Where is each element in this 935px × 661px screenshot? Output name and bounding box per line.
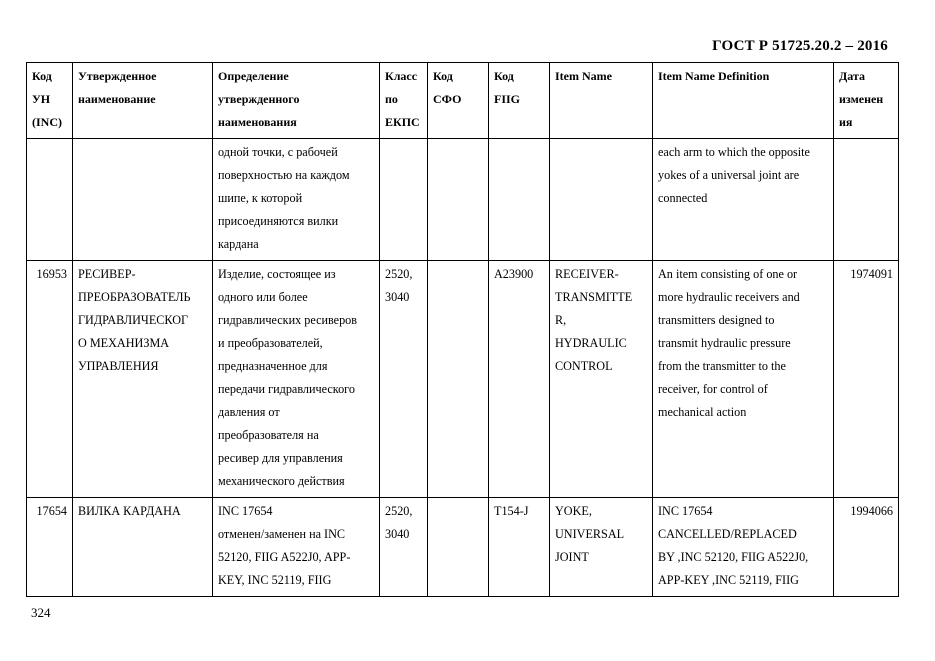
cell-fiig bbox=[489, 261, 550, 498]
column-header-line: ЕКПС bbox=[385, 115, 420, 129]
cell-item-name bbox=[550, 139, 653, 261]
cell-line: transmit hydraulic pressure bbox=[658, 336, 791, 350]
cell-line: ресивер для управления bbox=[218, 451, 343, 465]
cell-line: A23900 bbox=[494, 267, 534, 281]
column-header-line: СФО bbox=[433, 92, 462, 106]
cell-inc bbox=[27, 261, 73, 498]
column-header-line: Дата bbox=[839, 69, 865, 83]
cell-line: 3040 bbox=[385, 290, 410, 304]
cell-definition-ru bbox=[213, 498, 380, 597]
cell-definition-en bbox=[653, 498, 834, 597]
cell-line: more hydraulic receivers and bbox=[658, 290, 800, 304]
column-header-line: Утвержденное bbox=[78, 69, 157, 83]
cell-line: UNIVERSAL bbox=[555, 527, 625, 541]
table-header-row bbox=[27, 63, 899, 139]
cell-line: 16953 bbox=[36, 267, 67, 281]
cell-line: давления от bbox=[218, 405, 280, 419]
cell-line: connected bbox=[658, 191, 708, 205]
cell-line: 1974091 bbox=[850, 267, 893, 281]
column-header-line: Код bbox=[32, 69, 52, 83]
cell-line: ПРЕОБРАЗОВАТЕЛЬ bbox=[78, 290, 191, 304]
cell-line: 2520, bbox=[385, 504, 413, 518]
cell-name-ru bbox=[73, 261, 213, 498]
column-header-line: Код bbox=[433, 69, 453, 83]
cell-line: yokes of a universal joint are bbox=[658, 168, 800, 182]
table-row bbox=[27, 261, 899, 498]
column-header-line: наименование bbox=[78, 92, 156, 106]
cell-inc bbox=[27, 139, 73, 261]
catalog-table bbox=[26, 62, 899, 597]
cell-inc bbox=[27, 498, 73, 597]
cell-line: УПРАВЛЕНИЯ bbox=[78, 359, 159, 373]
column-header-line: Item Name Definition bbox=[658, 69, 770, 83]
cell-line: ГИДРАВЛИЧЕСКОГ bbox=[78, 313, 189, 327]
cell-line: R, bbox=[555, 313, 567, 327]
cell-line: передачи гидравлического bbox=[218, 382, 355, 396]
cell-name-ru bbox=[73, 139, 213, 261]
cell-line: механического действия bbox=[218, 474, 345, 488]
cell-line: предназначенное для bbox=[218, 359, 328, 373]
cell-line: 3040 bbox=[385, 527, 410, 541]
cell-line: BY ,INC 52120, FIIG A522J0, bbox=[658, 550, 809, 564]
table-body bbox=[27, 139, 899, 597]
cell-line: шипе, к которой bbox=[218, 191, 303, 205]
cell-sfo bbox=[428, 139, 489, 261]
cell-line: KEY, INC 52119, FIIG bbox=[218, 573, 332, 587]
cell-line: 1994066 bbox=[850, 504, 893, 518]
cell-line: кардана bbox=[218, 237, 259, 251]
cell-line: поверхностью на каждом bbox=[218, 168, 350, 182]
table-row bbox=[27, 139, 899, 261]
cell-line: RECEIVER- bbox=[555, 267, 619, 281]
cell-line: 52120, FIIG A522J0, APP- bbox=[218, 550, 351, 564]
column-header-line: УН bbox=[32, 92, 51, 106]
cell-definition-ru bbox=[213, 261, 380, 498]
cell-line: YOKE, bbox=[555, 504, 592, 518]
page-number: 324 bbox=[31, 605, 51, 620]
cell-line: mechanical action bbox=[658, 405, 747, 419]
cell-fiig bbox=[489, 498, 550, 597]
column-header-fiig bbox=[489, 63, 550, 139]
cell-line: ВИЛКА КАРДАНА bbox=[78, 504, 181, 518]
cell-line: одного или более bbox=[218, 290, 308, 304]
column-header-line: (INC) bbox=[32, 115, 62, 129]
cell-class bbox=[380, 139, 428, 261]
cell-line: гидравлических ресиверов bbox=[218, 313, 358, 327]
table-row bbox=[27, 498, 899, 597]
column-header-line: изменен bbox=[839, 92, 884, 106]
cell-line: receiver, for control of bbox=[658, 382, 768, 396]
column-header-line: наименования bbox=[218, 115, 297, 129]
cell-sfo bbox=[428, 261, 489, 498]
cell-class bbox=[380, 498, 428, 597]
column-header-class bbox=[380, 63, 428, 139]
cell-line: INC 17654 bbox=[218, 504, 273, 518]
column-header-inc bbox=[27, 63, 73, 139]
cell-line: РЕСИВЕР- bbox=[78, 267, 136, 281]
column-header-definition-ru bbox=[213, 63, 380, 139]
column-header-name-ru bbox=[73, 63, 213, 139]
cell-line: JOINT bbox=[555, 550, 589, 564]
column-header-line: FIIG bbox=[494, 92, 521, 106]
cell-line: присоединяются вилки bbox=[218, 214, 339, 228]
cell-line: An item consisting of one or bbox=[658, 267, 798, 281]
column-header-line: Класс bbox=[385, 69, 418, 83]
cell-line: отменен/заменен на INC bbox=[218, 527, 346, 541]
cell-line: T154-J bbox=[494, 504, 529, 518]
column-header-definition-en bbox=[653, 63, 834, 139]
cell-line: 17654 bbox=[36, 504, 67, 518]
cell-line: CONTROL bbox=[555, 359, 613, 373]
cell-line: APP-KEY ,INC 52119, FIIG bbox=[658, 573, 799, 587]
cell-class bbox=[380, 261, 428, 498]
cell-definition-en bbox=[653, 139, 834, 261]
cell-line: each arm to which the opposite bbox=[658, 145, 810, 159]
column-header-line: Item Name bbox=[555, 69, 612, 83]
cell-name-ru bbox=[73, 498, 213, 597]
column-header-date bbox=[834, 63, 899, 139]
column-header-sfo bbox=[428, 63, 489, 139]
column-header-line: утвержденного bbox=[218, 92, 300, 106]
cell-date bbox=[834, 498, 899, 597]
cell-fiig bbox=[489, 139, 550, 261]
cell-sfo bbox=[428, 498, 489, 597]
cell-line: TRANSMITTE bbox=[555, 290, 633, 304]
column-header-line: Определение bbox=[218, 69, 289, 83]
cell-line: from the transmitter to the bbox=[658, 359, 786, 373]
cell-date bbox=[834, 261, 899, 498]
cell-line: одной точки, с рабочей bbox=[218, 145, 338, 159]
cell-definition-ru bbox=[213, 139, 380, 261]
cell-line: О МЕХАНИЗМА bbox=[78, 336, 170, 350]
cell-line: Изделие, состоящее из bbox=[218, 267, 336, 281]
document-header: ГОСТ Р 51725.20.2 – 2016 bbox=[712, 38, 888, 54]
column-header-line: Код bbox=[494, 69, 514, 83]
cell-definition-en bbox=[653, 261, 834, 498]
cell-line: INC 17654 bbox=[658, 504, 713, 518]
cell-line: и преобразователей, bbox=[218, 336, 323, 350]
cell-line: 2520, bbox=[385, 267, 413, 281]
cell-line: преобразователя на bbox=[218, 428, 319, 442]
cell-line: CANCELLED/REPLACED bbox=[658, 527, 797, 541]
column-header-line: по bbox=[385, 92, 398, 106]
cell-line: transmitters designed to bbox=[658, 313, 775, 327]
cell-item-name bbox=[550, 498, 653, 597]
cell-line: HYDRAULIC bbox=[555, 336, 627, 350]
cell-date bbox=[834, 139, 899, 261]
column-header-item-name bbox=[550, 63, 653, 139]
column-header-line: ия bbox=[839, 115, 853, 129]
cell-item-name bbox=[550, 261, 653, 498]
